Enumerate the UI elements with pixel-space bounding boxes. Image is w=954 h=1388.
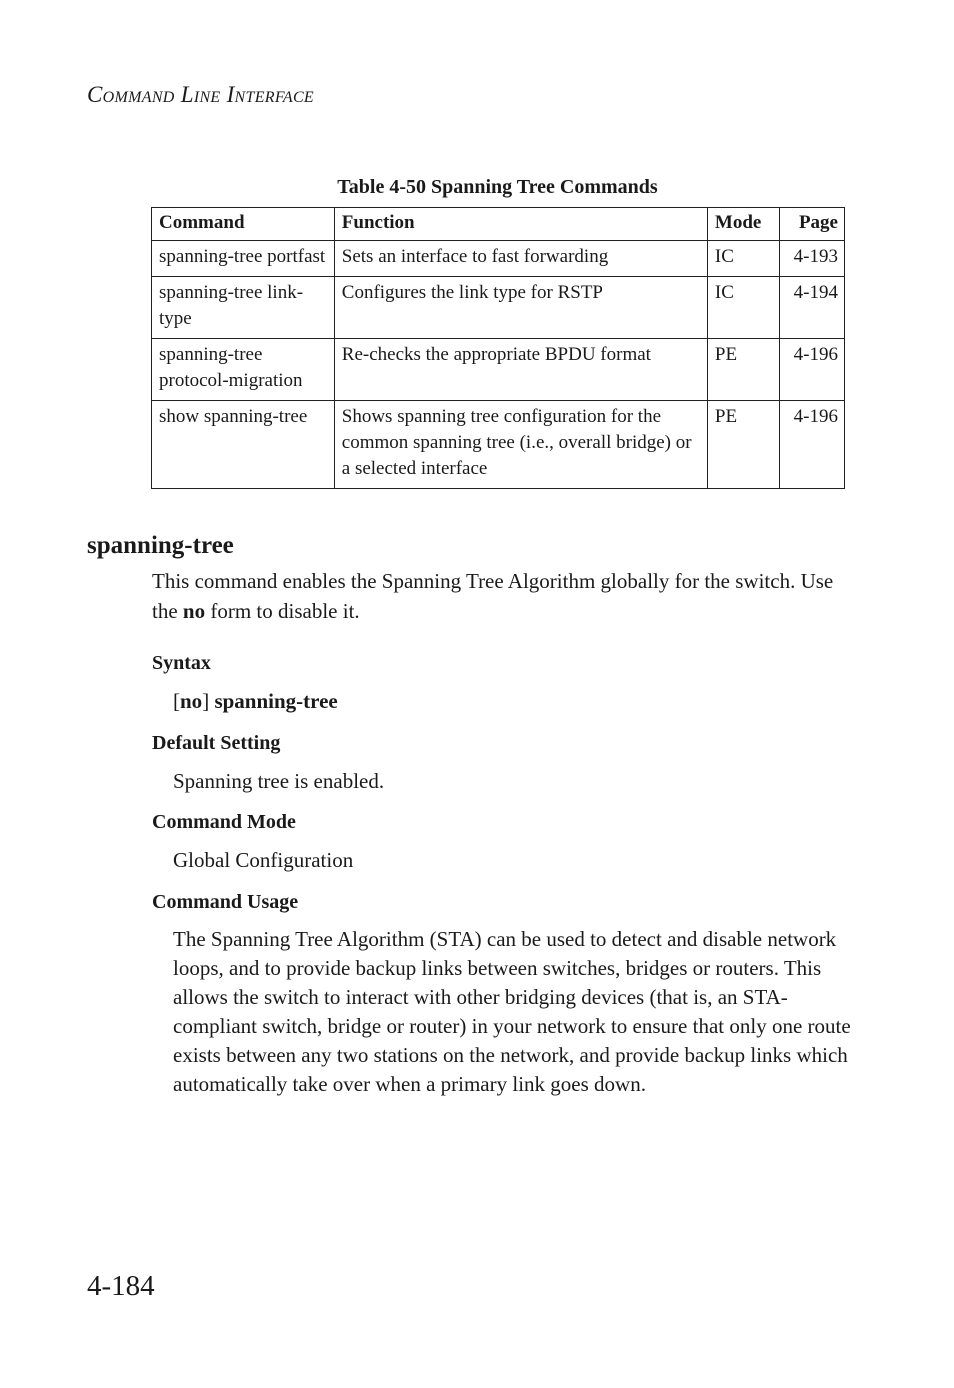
cell-page: 4-196 (779, 339, 844, 401)
cell-mode: IC (707, 277, 779, 339)
default-setting-text: Spanning tree is enabled. (173, 769, 385, 793)
cell-command: show spanning-tree (152, 401, 335, 489)
syntax-line: [no] spanning-tree (173, 689, 338, 713)
table-row (152, 241, 845, 277)
command-usage-text: The Spanning Tree Algorithm (STA) can be used to detect and disable network loops, and to provide backup links between switches, bridges or routers. This allows the switch to interact with other bridging devices (that is, an STA-compliant switch, bridge or router) in your network to ensure that only one route exists between any two stations on the network, and provide backup links which automatically take over when a primary link goes down. (173, 927, 851, 1096)
command-mode-heading: Command Mode (152, 811, 296, 833)
default-setting-heading: Default Setting (152, 732, 281, 754)
cell-mode: IC (707, 241, 779, 277)
header-function: Function (334, 208, 707, 241)
table-row (152, 339, 845, 401)
table-caption: Table 4-50 Spanning Tree Commands (337, 176, 658, 198)
header-mode: Mode (707, 208, 779, 241)
cell-command: spanning-tree link-type (152, 277, 335, 339)
cell-mode: PE (707, 401, 779, 489)
cell-page: 4-196 (779, 401, 844, 489)
cell-function: Sets an interface to fast forwarding (334, 241, 707, 277)
section-title: spanning-tree (87, 532, 234, 559)
cell-page: 4-193 (779, 241, 844, 277)
cell-function: Configures the link type for RSTP (334, 277, 707, 339)
cell-page: 4-194 (779, 277, 844, 339)
header-page: Page (779, 208, 844, 241)
cell-function: Re-checks the appropriate BPDU format (334, 339, 707, 401)
running-head: COMMAND LINE INTERFACE (87, 82, 314, 107)
table-row (152, 277, 845, 339)
intro-paragraph: This command enables the Spanning Tree Algorithm globally for the switch. Use the no form to disable it. (152, 569, 834, 623)
page-number: 4-184 (87, 1270, 155, 1302)
cell-command: spanning-tree protocol-migration (152, 339, 335, 401)
cell-function: Shows spanning tree configuration for the common spanning tree (i.e., overall bridge) or a selected interface (334, 401, 707, 489)
header-command: Command (152, 208, 335, 241)
spanning-tree-commands-table (151, 207, 845, 489)
cell-mode: PE (707, 339, 779, 401)
table-header-row (152, 208, 845, 241)
syntax-heading: Syntax (152, 652, 211, 674)
cell-command: spanning-tree portfast (152, 241, 335, 277)
command-usage-heading: Command Usage (152, 891, 299, 913)
command-mode-text: Global Configuration (173, 848, 354, 872)
table-row (152, 401, 845, 489)
